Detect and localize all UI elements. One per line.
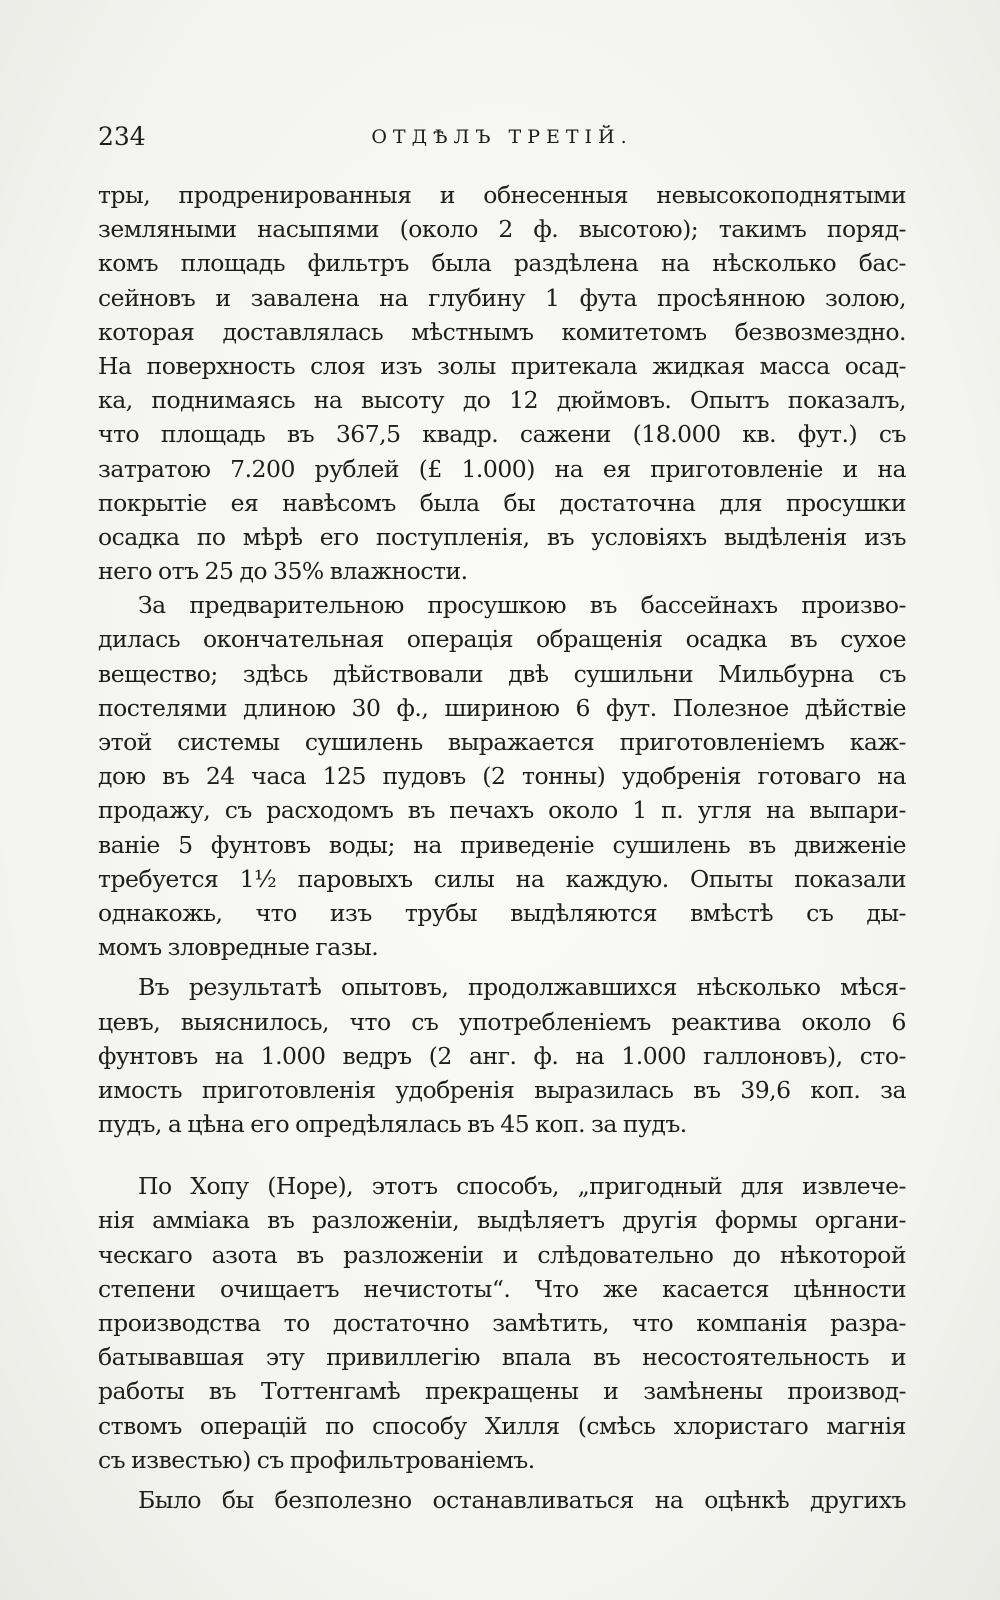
- text-line: пудъ, а цѣна его опредѣлялась въ 45 коп. за пудъ.: [98, 1110, 687, 1139]
- text-line: тры, продренированныя и обнесенныя невысокоподнятыми: [98, 181, 906, 209]
- text-line: затратою 7.200 рублей (£ 1.000) на ея приготовленіе и на: [98, 454, 906, 483]
- paragraph-3: [98, 970, 906, 1141]
- text-line: осадка по мѣрѣ его поступленія, въ условіяхъ выдѣленія изъ: [98, 522, 906, 551]
- text-line: степени очищаетъ нечистоты“. Что же касается цѣнности: [98, 1274, 906, 1303]
- text-line: покрытіе ея навѣсомъ была бы достаточна для просушки: [98, 488, 906, 517]
- paragraph-1: [98, 178, 906, 588]
- text-line: За предварительною просушкою въ бассейнахъ произво-: [138, 591, 906, 620]
- text-line: фунтовъ на 1.000 ведръ (2 анг. ф. на 1.000 галлоновъ), сто-: [98, 1041, 906, 1070]
- text-line: ческаго азота въ разложеніи и слѣдовательно до нѣкоторой: [98, 1240, 906, 1269]
- body-text: [98, 178, 906, 1517]
- page-number: 234: [98, 122, 146, 151]
- text-line: дилась окончательная операція обращенія осадка въ сухое: [98, 625, 906, 654]
- text-line: По Хопу (Hope), этотъ способъ, „пригодный для извлече-: [138, 1172, 906, 1201]
- text-line: которая доставлялась мѣстнымъ комитетомъ безвозмездно.: [98, 317, 906, 346]
- text-line: ваніе 5 фунтовъ воды; на приведеніе сушилень въ движеніе: [98, 830, 906, 859]
- text-line: что площадь въ 367,5 квадр. сажени (18.000 кв. фут.) съ: [98, 420, 906, 449]
- text-line: Въ результатѣ опытовъ, продолжавшихся нѣсколько мѣся-: [138, 973, 906, 1002]
- paragraph-4: [98, 1169, 906, 1477]
- text-line: этой системы сушилень выражается приготовленіемъ каж-: [98, 728, 906, 756]
- text-line: дою въ 24 часа 125 пудовъ (2 тонны) удобренія готоваго на: [98, 762, 906, 791]
- text-line: земляными насыпями (около 2 ф. высотою); такимъ поряд-: [98, 215, 906, 244]
- text-line: продажу, съ расходомъ въ печахъ около 1 п. угля на выпари-: [98, 796, 906, 825]
- text-line: нія аммiака въ разложеніи, выдѣляетъ другія формы органи-: [98, 1206, 906, 1235]
- text-line: однакожь, что изъ трубы выдѣляются вмѣстѣ съ ды-: [98, 898, 906, 927]
- section-title: ОТДѢЛЪ ТРЕТІЙ.: [371, 126, 633, 148]
- text-line: съ известью) съ профильтрованіемъ.: [98, 1445, 535, 1474]
- paragraph-2: [98, 588, 906, 964]
- text-line: цевъ, выяснилось, что съ употребленіемъ реактива около 6: [98, 1007, 906, 1036]
- running-head: [98, 122, 906, 158]
- text-line: него отъ 25 до 35% влажности.: [98, 557, 468, 586]
- text-line: батывавшая эту привиллегію впала въ несостоятельность и: [98, 1343, 906, 1372]
- text-line: ствомъ операцій по способу Хилля (смѣсь хлористаго магнія: [98, 1411, 906, 1440]
- text-line: производства то достаточно замѣтить, что компанія разра-: [98, 1309, 906, 1337]
- text-line: момъ зловредные газы.: [98, 933, 379, 962]
- text-line: вещество; здѣсь дѣйствовали двѣ сушильни Мильбурна съ: [98, 659, 906, 688]
- text-line: работы въ Тоттенгамѣ прекращены и замѣнены производ-: [98, 1377, 906, 1406]
- text-line: ка, поднимаясь на высоту до 12 дюймовъ. Опытъ показалъ,: [98, 386, 906, 415]
- text-line: имость приготовленія удобренія выразилась въ 39,6 коп. за: [98, 1075, 906, 1104]
- text-line: требуется 1½ паровыхъ силы на каждую. Опыты показали: [98, 864, 906, 893]
- paragraph-5: [98, 1483, 906, 1517]
- text-line: Было бы безполезно останавливаться на оцѣнкѣ другихъ: [138, 1485, 906, 1514]
- text-line: постелями длиною 30 ф., шириною 6 фут. Полезное дѣйствіе: [98, 693, 906, 722]
- text-line: комъ площадь фильтръ была раздѣлена на нѣсколько бас-: [98, 249, 906, 278]
- text-line: На поверхность слоя изъ золы притекала жидкая масса осад-: [98, 351, 906, 380]
- text-line: сейновъ и завалена на глубину 1 фута просѣянною золою,: [98, 283, 906, 312]
